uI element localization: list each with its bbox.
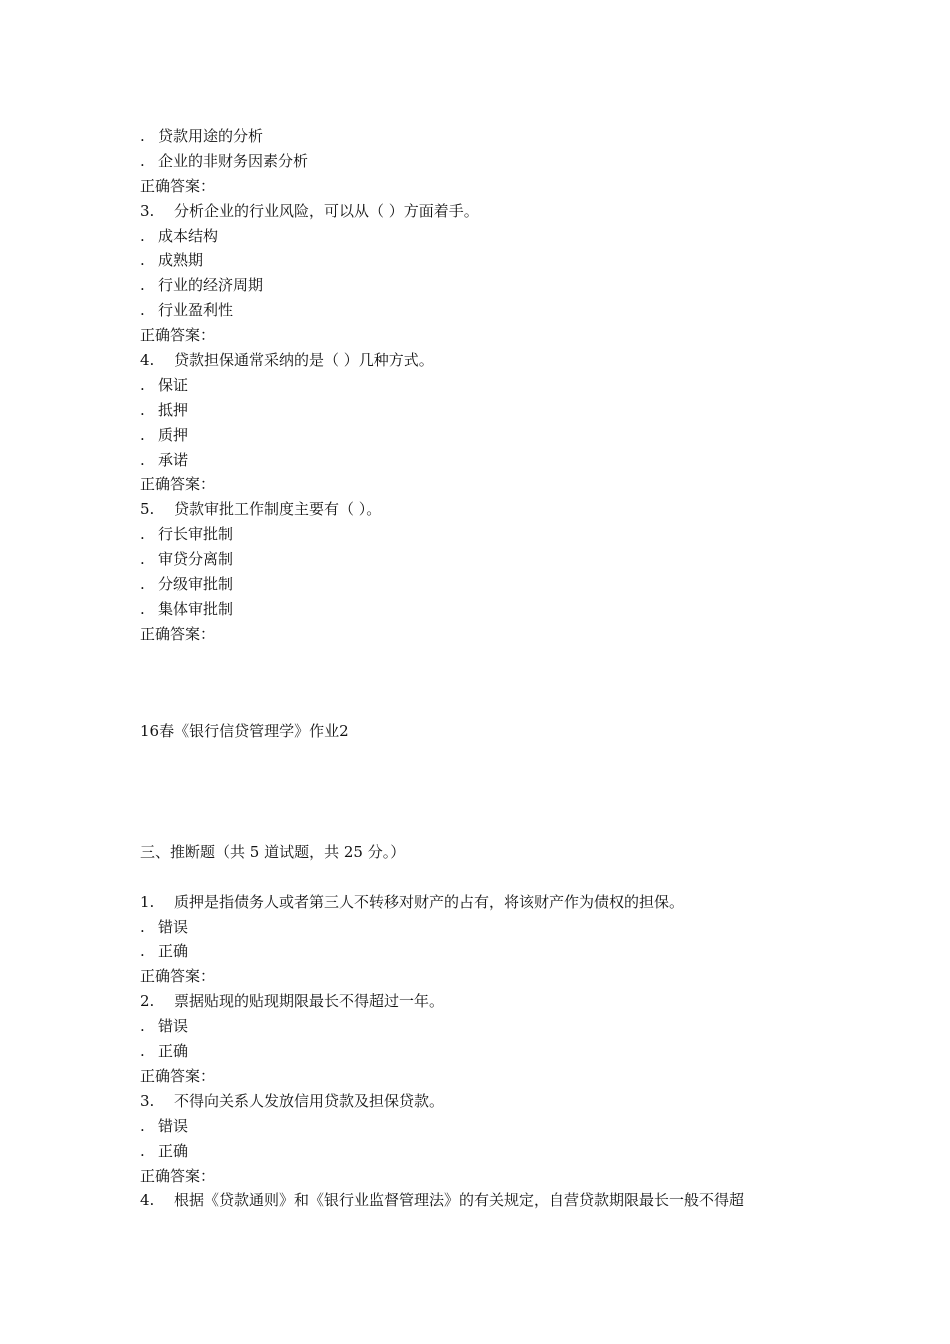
option-marker: . <box>140 1116 145 1135</box>
option-item <box>140 423 830 448</box>
answer-label: 正确答案： <box>140 1066 216 1085</box>
option-item <box>140 124 830 149</box>
answer-label: 正确答案： <box>140 624 216 643</box>
question-text: 不得向关系人发放信用贷款及担保贷款。 <box>174 1091 445 1110</box>
option-marker: . <box>140 301 145 320</box>
option-text: 分级审批制 <box>158 575 234 594</box>
question-text: 根据《贷款通则》和《银行业监督管理法》的有关规定，自营贷款期限最长一般不得超 <box>174 1191 745 1210</box>
option-marker: . <box>140 251 145 270</box>
option-item <box>140 1039 830 1064</box>
answer-label: 正确答案： <box>140 176 216 195</box>
option-text: 正确 <box>158 1042 189 1061</box>
option-text: 成熟期 <box>158 251 204 270</box>
option-marker: . <box>140 1042 145 1061</box>
question-item <box>140 1188 830 1213</box>
option-item <box>140 547 830 572</box>
question-number: 3. <box>140 201 155 220</box>
option-text: 正确 <box>158 1141 189 1160</box>
option-item <box>140 915 830 940</box>
question-text: 分析企业的行业风险，可以从（ ）方面着手。 <box>174 201 479 220</box>
option-item <box>140 572 830 597</box>
option-text: 错误 <box>158 1116 189 1135</box>
question-block-true-false <box>140 890 830 1214</box>
option-marker: . <box>140 917 145 936</box>
question-item <box>140 348 830 373</box>
option-item <box>140 1114 830 1139</box>
option-text: 保证 <box>158 375 189 394</box>
option-item <box>140 224 830 249</box>
question-item <box>140 1089 830 1114</box>
option-item <box>140 298 830 323</box>
option-marker: . <box>140 276 145 295</box>
option-item <box>140 1139 830 1164</box>
question-item <box>140 890 830 915</box>
option-text: 成本结构 <box>158 226 219 245</box>
question-number: 2. <box>140 992 155 1011</box>
answer-label: 正确答案： <box>140 326 216 345</box>
option-text: 审贷分离制 <box>158 550 234 569</box>
option-marker: . <box>140 1141 145 1160</box>
question-number: 1. <box>140 892 155 911</box>
document-page <box>140 124 830 1213</box>
option-marker: . <box>140 599 145 618</box>
section-title: 三、推断题（共 5 道试题，共 25 分。） <box>140 842 406 861</box>
option-marker: . <box>140 575 145 594</box>
option-text: 行业盈利性 <box>158 301 234 320</box>
option-text: 行长审批制 <box>158 525 234 544</box>
option-item <box>140 522 830 547</box>
option-text: 行业的经济周期 <box>158 276 264 295</box>
option-marker: . <box>140 400 145 419</box>
option-item <box>140 248 830 273</box>
option-item <box>140 373 830 398</box>
option-marker: . <box>140 1017 145 1036</box>
option-text: 抵押 <box>158 400 189 419</box>
option-text: 企业的非财务因素分析 <box>158 151 309 170</box>
question-number: 3. <box>140 1091 155 1110</box>
option-item <box>140 448 830 473</box>
option-text: 错误 <box>158 917 189 936</box>
option-marker: . <box>140 226 145 245</box>
answer-label: 正确答案： <box>140 475 216 494</box>
question-item <box>140 989 830 1014</box>
question-block-multiple-choice <box>140 124 830 647</box>
option-item <box>140 398 830 423</box>
option-marker: . <box>140 525 145 544</box>
option-marker: . <box>140 450 145 469</box>
question-text: 质押是指债务人或者第三人不转移对财产的占有，将该财产作为债权的担保。 <box>174 892 685 911</box>
option-marker: . <box>140 942 145 961</box>
option-text: 正确 <box>158 942 189 961</box>
question-text: 票据贴现的贴现期限最长不得超过一年。 <box>174 992 445 1011</box>
question-item <box>140 497 830 522</box>
option-text: 承诺 <box>158 450 189 469</box>
question-number: 4. <box>140 1191 155 1210</box>
option-text: 错误 <box>158 1017 189 1036</box>
question-number: 4. <box>140 351 155 370</box>
option-item <box>140 597 830 622</box>
option-item <box>140 1014 830 1039</box>
option-text: 质押 <box>158 425 189 444</box>
option-item <box>140 149 830 174</box>
option-marker: . <box>140 375 145 394</box>
question-number: 5. <box>140 500 155 519</box>
question-text: 贷款担保通常采纳的是（ ）几种方式。 <box>174 351 434 370</box>
option-marker: . <box>140 425 145 444</box>
option-text: 贷款用途的分析 <box>158 127 264 145</box>
option-text: 集体审批制 <box>158 599 234 618</box>
option-item <box>140 939 830 964</box>
document-title: 16春《银行信贷管理学》作业2 <box>140 721 349 740</box>
option-marker: . <box>140 550 145 569</box>
option-item <box>140 273 830 298</box>
question-text: 贷款审批工作制度主要有（ ）。 <box>174 500 382 519</box>
option-marker: . <box>140 151 145 170</box>
answer-label: 正确答案： <box>140 967 216 986</box>
answer-label: 正确答案： <box>140 1166 216 1185</box>
question-item <box>140 199 830 224</box>
option-marker: . <box>140 127 145 145</box>
